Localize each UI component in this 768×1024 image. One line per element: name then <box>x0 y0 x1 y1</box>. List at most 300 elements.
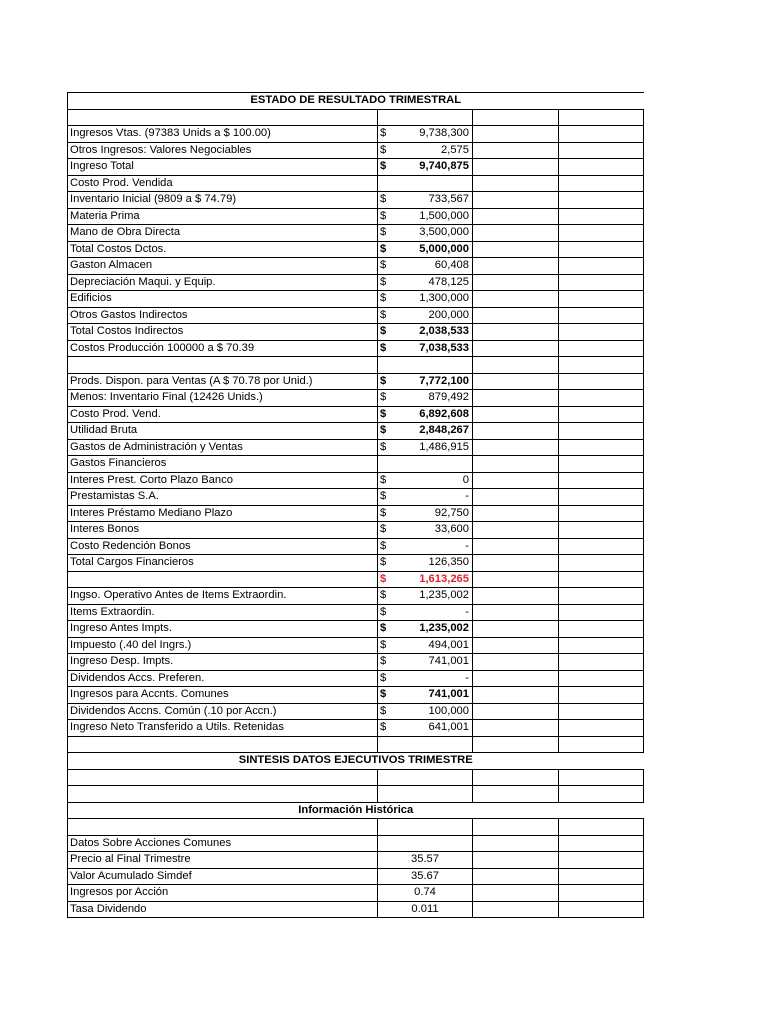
amount-cell[interactable] <box>378 720 473 737</box>
table-row <box>68 142 644 159</box>
currency-symbol: $ <box>380 704 387 717</box>
row-label[interactable]: Total Cargos Financieros <box>68 555 378 572</box>
historica-title <box>68 802 644 819</box>
empty-cell[interactable] <box>559 225 644 242</box>
currency-symbol: $ <box>380 275 387 288</box>
amount-value: 733,567 <box>428 193 469 205</box>
empty-cell[interactable] <box>473 472 559 489</box>
empty-cell[interactable] <box>559 159 644 176</box>
table-row <box>68 505 644 522</box>
amount-value: 33,600 <box>434 523 469 535</box>
empty-cell[interactable] <box>473 621 559 638</box>
empty-cell[interactable] <box>68 357 378 374</box>
empty-cell[interactable] <box>473 835 559 852</box>
amount-cell[interactable] <box>378 604 473 621</box>
currency-symbol: $ <box>380 589 387 601</box>
blank-row <box>68 819 644 836</box>
row-label[interactable]: Menos: Inventario Final (12426 Unids.) <box>68 390 378 407</box>
empty-cell[interactable] <box>473 258 559 275</box>
row-label[interactable]: Prods. Dispon. para Ventas (A $ 70.78 por Unid.) <box>68 373 378 390</box>
empty-cell[interactable] <box>473 555 559 572</box>
row-label[interactable]: Valor Acumulado Simdef <box>68 868 378 885</box>
empty-cell[interactable] <box>473 142 559 159</box>
empty-cell[interactable] <box>473 505 559 522</box>
currency-symbol: $ <box>380 572 387 585</box>
empty-cell[interactable] <box>559 588 644 605</box>
row-label[interactable]: Utilidad Bruta <box>68 423 378 440</box>
currency-symbol: $ <box>380 259 387 271</box>
empty-cell[interactable] <box>473 324 559 341</box>
empty-cell[interactable] <box>473 373 559 390</box>
empty-cell[interactable] <box>473 159 559 176</box>
currency-symbol: $ <box>380 556 387 568</box>
table-row <box>68 901 644 918</box>
amount-cell[interactable] <box>378 588 473 605</box>
amount-cell[interactable] <box>378 538 473 555</box>
amount-cell[interactable] <box>378 241 473 258</box>
currency-symbol: $ <box>380 440 387 453</box>
empty-cell[interactable] <box>473 340 559 357</box>
empty-cell[interactable] <box>559 357 644 374</box>
currency-symbol: $ <box>380 490 387 502</box>
empty-cell[interactable] <box>473 901 559 918</box>
table-row <box>68 885 644 902</box>
table-row <box>68 621 644 638</box>
table-row <box>68 324 644 341</box>
amount-value: 879,492 <box>428 391 469 403</box>
empty-cell[interactable] <box>559 786 644 803</box>
empty-cell[interactable] <box>559 736 644 753</box>
empty-cell[interactable] <box>559 456 644 473</box>
amount-cell[interactable] <box>378 654 473 671</box>
value-cell[interactable]: 35.67 <box>378 868 473 885</box>
table-row <box>68 423 644 440</box>
currency-symbol: $ <box>380 506 387 519</box>
row-label[interactable]: Precio al Final Trimestre <box>68 852 378 869</box>
empty-cell[interactable] <box>473 126 559 143</box>
amount-value: 1,486,915 <box>419 440 469 453</box>
row-label[interactable] <box>68 571 378 588</box>
row-label[interactable]: Tasa Dividendo <box>68 901 378 918</box>
table-row <box>68 522 644 539</box>
currency-symbol: $ <box>380 226 387 238</box>
table-row <box>68 258 644 275</box>
table-row <box>68 291 644 308</box>
amount-cell[interactable] <box>378 489 473 506</box>
empty-cell[interactable] <box>559 637 644 654</box>
row-label[interactable]: Gaston Almacen <box>68 258 378 275</box>
empty-cell[interactable] <box>473 769 559 786</box>
amount-cell[interactable] <box>378 225 473 242</box>
empty-cell[interactable] <box>473 720 559 737</box>
currency-symbol: $ <box>380 143 387 156</box>
empty-cell[interactable] <box>473 604 559 621</box>
amount-cell[interactable] <box>378 439 473 456</box>
row-label[interactable]: Otros Ingresos: Valores Negociables <box>68 142 378 159</box>
row-label[interactable]: Ingreso Total <box>68 159 378 176</box>
empty-cell[interactable] <box>473 489 559 506</box>
empty-cell[interactable] <box>559 472 644 489</box>
empty-cell[interactable] <box>559 621 644 638</box>
empty-cell[interactable] <box>68 736 378 753</box>
row-label[interactable]: Depreciación Maqui. y Equip. <box>68 274 378 291</box>
amount-cell[interactable] <box>378 340 473 357</box>
amount-value: 126,350 <box>428 556 469 568</box>
amount-value: 2,575 <box>441 143 469 156</box>
empty-cell[interactable] <box>473 357 559 374</box>
empty-cell[interactable] <box>559 307 644 324</box>
empty-cell[interactable] <box>473 192 559 209</box>
amount-value: 6,892,608 <box>419 407 469 420</box>
amount-value: - <box>465 539 469 552</box>
amount-cell[interactable] <box>378 423 473 440</box>
empty-cell[interactable] <box>378 769 473 786</box>
amount-value: 2,848,267 <box>419 424 469 436</box>
row-label[interactable]: Edificios <box>68 291 378 308</box>
currency-symbol: $ <box>380 671 387 684</box>
amount-value: 92,750 <box>434 506 469 519</box>
table-row <box>68 835 644 852</box>
amount-value: 494,001 <box>428 638 469 651</box>
amount-cell[interactable] <box>378 291 473 308</box>
table-row <box>68 654 644 671</box>
empty-cell[interactable] <box>559 703 644 720</box>
empty-cell[interactable] <box>473 274 559 291</box>
empty-cell[interactable] <box>473 637 559 654</box>
sintesis-title <box>68 753 644 770</box>
empty-cell[interactable] <box>473 225 559 242</box>
amount-cell[interactable] <box>378 505 473 522</box>
currency-symbol: $ <box>380 341 387 354</box>
currency-symbol: $ <box>380 325 387 337</box>
blank-row <box>68 109 644 126</box>
empty-cell[interactable] <box>559 654 644 671</box>
currency-symbol: $ <box>380 424 387 436</box>
empty-cell[interactable] <box>559 241 644 258</box>
amount-cell[interactable] <box>378 637 473 654</box>
amount-value: 9,740,875 <box>419 160 469 172</box>
row-label[interactable]: Prestamistas S.A. <box>68 489 378 506</box>
amount-cell[interactable] <box>378 456 473 473</box>
row-label[interactable]: Ingso. Operativo Antes de Items Extraordin. <box>68 588 378 605</box>
row-label[interactable]: Materia Prima <box>68 208 378 225</box>
table-row <box>68 637 644 654</box>
amount-value: 1,500,000 <box>419 209 469 222</box>
empty-cell[interactable] <box>559 340 644 357</box>
empty-cell[interactable] <box>559 835 644 852</box>
blank-row <box>68 736 644 753</box>
empty-cell[interactable] <box>559 109 644 126</box>
empty-cell[interactable] <box>559 555 644 572</box>
currency-symbol: $ <box>380 605 387 618</box>
empty-cell[interactable] <box>559 406 644 423</box>
empty-cell[interactable] <box>68 109 378 126</box>
empty-cell[interactable] <box>473 241 559 258</box>
currency-symbol: $ <box>380 193 387 205</box>
empty-cell[interactable] <box>68 819 378 836</box>
row-label[interactable]: Costos Producción 100000 a $ 70.39 <box>68 340 378 357</box>
currency-symbol: $ <box>380 292 387 304</box>
amount-cell[interactable] <box>378 324 473 341</box>
empty-cell[interactable] <box>559 901 644 918</box>
empty-cell[interactable] <box>473 736 559 753</box>
row-label[interactable]: Mano de Obra Directa <box>68 225 378 242</box>
amount-cell[interactable] <box>378 307 473 324</box>
empty-cell[interactable] <box>559 274 644 291</box>
amount-value: 1,613,265 <box>419 572 469 585</box>
currency-symbol: $ <box>380 127 387 139</box>
amount-value: 60,408 <box>434 259 469 271</box>
amount-cell[interactable] <box>378 175 473 192</box>
row-label[interactable]: Gastos de Administración y Ventas <box>68 439 378 456</box>
blank-row <box>68 786 644 803</box>
empty-cell[interactable] <box>559 258 644 275</box>
table-row <box>68 208 644 225</box>
amount-value: 1,235,002 <box>419 622 469 634</box>
empty-cell[interactable] <box>473 654 559 671</box>
table-row <box>68 868 644 885</box>
row-label[interactable]: Ingresos Vtas. (97383 Unids a $ 100.00) <box>68 126 378 143</box>
row-label[interactable]: Interes Bonos <box>68 522 378 539</box>
table-row <box>68 340 644 357</box>
empty-cell[interactable] <box>473 885 559 902</box>
blank-row <box>68 357 644 374</box>
empty-cell[interactable] <box>378 819 473 836</box>
row-label[interactable]: Total Costos Dctos. <box>68 241 378 258</box>
amount-cell[interactable] <box>378 258 473 275</box>
table-row <box>68 703 644 720</box>
empty-cell[interactable] <box>68 769 378 786</box>
empty-cell[interactable] <box>378 736 473 753</box>
empty-cell[interactable] <box>378 786 473 803</box>
amount-value: - <box>465 671 469 684</box>
amount-value: - <box>465 490 469 502</box>
row-label[interactable]: Ingresos para Accnts. Comunes <box>68 687 378 704</box>
empty-cell[interactable] <box>559 126 644 143</box>
amount-cell[interactable] <box>378 687 473 704</box>
row-label[interactable]: Ingreso Desp. Impts. <box>68 654 378 671</box>
amount-cell[interactable] <box>378 126 473 143</box>
row-label[interactable]: Otros Gastos Indirectos <box>68 307 378 324</box>
amount-value: 0 <box>462 473 469 486</box>
empty-cell[interactable] <box>473 522 559 539</box>
row-label[interactable]: Gastos Financieros <box>68 456 378 473</box>
currency-symbol: $ <box>380 622 387 634</box>
empty-cell[interactable] <box>473 571 559 588</box>
amount-cell[interactable] <box>378 192 473 209</box>
empty-cell[interactable] <box>473 868 559 885</box>
empty-cell[interactable] <box>559 390 644 407</box>
empty-cell[interactable] <box>473 291 559 308</box>
table-row <box>68 225 644 242</box>
table-row <box>68 274 644 291</box>
amount-value: 3,500,000 <box>419 226 469 238</box>
amount-value: 741,001 <box>428 688 469 700</box>
table-row <box>68 538 644 555</box>
currency-symbol: $ <box>380 391 387 403</box>
amount-cell[interactable] <box>378 472 473 489</box>
table-row <box>68 571 644 588</box>
row-label[interactable]: Dividendos Accs. Preferen. <box>68 670 378 687</box>
table-row <box>68 555 644 572</box>
table-row <box>68 489 644 506</box>
currency-symbol: $ <box>380 688 387 700</box>
empty-cell[interactable] <box>559 852 644 869</box>
empty-cell[interactable] <box>473 852 559 869</box>
row-label[interactable]: Datos Sobre Acciones Comunes <box>68 835 378 852</box>
empty-cell[interactable] <box>559 439 644 456</box>
empty-cell[interactable] <box>559 538 644 555</box>
empty-cell[interactable] <box>559 687 644 704</box>
currency-symbol: $ <box>380 638 387 651</box>
row-label[interactable]: Impuesto (.40 del Ingrs.) <box>68 637 378 654</box>
row-label[interactable]: Costo Prod. Vend. <box>68 406 378 423</box>
amount-cell[interactable] <box>378 208 473 225</box>
section-title[interactable]: SINTESIS DATOS EJECUTIVOS TRIMESTRE <box>68 753 644 770</box>
empty-cell[interactable] <box>473 439 559 456</box>
amount-cell[interactable] <box>378 159 473 176</box>
table-row <box>68 604 644 621</box>
empty-cell[interactable] <box>559 720 644 737</box>
empty-cell[interactable] <box>473 307 559 324</box>
empty-cell[interactable] <box>559 373 644 390</box>
row-label[interactable]: Total Costos Indirectos <box>68 324 378 341</box>
row-label[interactable]: Costo Redención Bonos <box>68 538 378 555</box>
table-row <box>68 373 644 390</box>
table-row <box>68 472 644 489</box>
row-label[interactable]: Interes Prest. Corto Plazo Banco <box>68 472 378 489</box>
table-row <box>68 670 644 687</box>
empty-cell[interactable] <box>473 390 559 407</box>
statement-title <box>68 93 644 110</box>
row-label[interactable]: Interes Préstamo Mediano Plazo <box>68 505 378 522</box>
empty-cell[interactable] <box>559 175 644 192</box>
section-title[interactable]: Información Histórica <box>68 802 644 819</box>
amount-value: 9,738,300 <box>419 127 469 139</box>
amount-cell[interactable] <box>378 522 473 539</box>
row-label[interactable]: Inventario Inicial (9809 a $ 74.79) <box>68 192 378 209</box>
amount-cell[interactable] <box>378 373 473 390</box>
value-cell[interactable]: 0.011 <box>378 901 473 918</box>
table-row <box>68 307 644 324</box>
empty-cell[interactable] <box>559 489 644 506</box>
currency-symbol: $ <box>380 374 387 387</box>
value-cell[interactable]: 35.57 <box>378 852 473 869</box>
row-label[interactable]: Dividendos Accns. Común (.10 por Accn.) <box>68 703 378 720</box>
amount-value: 7,772,100 <box>419 374 469 387</box>
amount-value: 100,000 <box>428 704 469 717</box>
blank-row <box>68 769 644 786</box>
amount-cell[interactable] <box>378 621 473 638</box>
amount-cell[interactable] <box>378 406 473 423</box>
empty-cell[interactable] <box>473 406 559 423</box>
empty-cell[interactable] <box>559 142 644 159</box>
amount-value: 478,125 <box>428 275 469 288</box>
row-label[interactable]: Ingreso Neto Transferido a Utils. Retenidas <box>68 720 378 737</box>
empty-cell[interactable] <box>473 208 559 225</box>
table-row <box>68 126 644 143</box>
value-cell[interactable]: 0.74 <box>378 885 473 902</box>
empty-cell[interactable] <box>559 819 644 836</box>
amount-value: 2,038,533 <box>419 325 469 337</box>
table-row <box>68 720 644 737</box>
value-cell[interactable] <box>378 835 473 852</box>
empty-cell[interactable] <box>559 208 644 225</box>
currency-symbol: $ <box>380 721 387 733</box>
amount-cell[interactable] <box>378 670 473 687</box>
empty-cell[interactable] <box>473 538 559 555</box>
amount-cell[interactable] <box>378 703 473 720</box>
table-row <box>68 456 644 473</box>
amount-cell[interactable] <box>378 274 473 291</box>
row-label[interactable]: Items Extraordin. <box>68 604 378 621</box>
amount-value: 1,300,000 <box>419 292 469 304</box>
amount-cell[interactable] <box>378 555 473 572</box>
empty-cell[interactable] <box>473 670 559 687</box>
currency-symbol: $ <box>380 209 387 222</box>
row-label[interactable]: Ingresos por Acción <box>68 885 378 902</box>
amount-value: 200,000 <box>428 308 469 321</box>
currency-symbol: $ <box>380 523 387 535</box>
empty-cell[interactable] <box>559 423 644 440</box>
section-title[interactable]: ESTADO DE RESULTADO TRIMESTRAL <box>68 93 644 110</box>
row-label[interactable]: Costo Prod. Vendida <box>68 175 378 192</box>
currency-symbol: $ <box>380 407 387 420</box>
amount-cell[interactable] <box>378 390 473 407</box>
empty-cell[interactable] <box>559 670 644 687</box>
empty-cell[interactable] <box>559 868 644 885</box>
empty-cell[interactable] <box>559 291 644 308</box>
empty-cell[interactable] <box>473 175 559 192</box>
table-row <box>68 241 644 258</box>
table-row <box>68 588 644 605</box>
empty-cell[interactable] <box>473 456 559 473</box>
currency-symbol: $ <box>380 242 387 255</box>
amount-cell[interactable] <box>378 571 473 588</box>
empty-cell[interactable] <box>473 423 559 440</box>
empty-cell[interactable] <box>378 357 473 374</box>
table-row <box>68 687 644 704</box>
amount-value: 7,038,533 <box>419 341 469 354</box>
empty-cell[interactable] <box>378 109 473 126</box>
currency-symbol: $ <box>380 473 387 486</box>
table-row <box>68 192 644 209</box>
empty-cell[interactable] <box>559 571 644 588</box>
empty-cell[interactable] <box>559 604 644 621</box>
empty-cell[interactable] <box>559 885 644 902</box>
empty-cell[interactable] <box>559 522 644 539</box>
empty-cell[interactable] <box>473 588 559 605</box>
currency-symbol: $ <box>380 160 387 172</box>
empty-cell[interactable] <box>559 192 644 209</box>
table-row <box>68 439 644 456</box>
table-row <box>68 852 644 869</box>
empty-cell[interactable] <box>473 109 559 126</box>
empty-cell[interactable] <box>559 324 644 341</box>
empty-cell[interactable] <box>473 819 559 836</box>
empty-cell[interactable] <box>473 687 559 704</box>
empty-cell[interactable] <box>559 769 644 786</box>
empty-cell[interactable] <box>559 505 644 522</box>
row-label[interactable]: Ingreso Antes Impts. <box>68 621 378 638</box>
amount-cell[interactable] <box>378 142 473 159</box>
currency-symbol: $ <box>380 655 387 667</box>
empty-cell[interactable] <box>473 786 559 803</box>
currency-symbol: $ <box>380 308 387 321</box>
empty-cell[interactable] <box>68 786 378 803</box>
table-row <box>68 406 644 423</box>
empty-cell[interactable] <box>473 703 559 720</box>
